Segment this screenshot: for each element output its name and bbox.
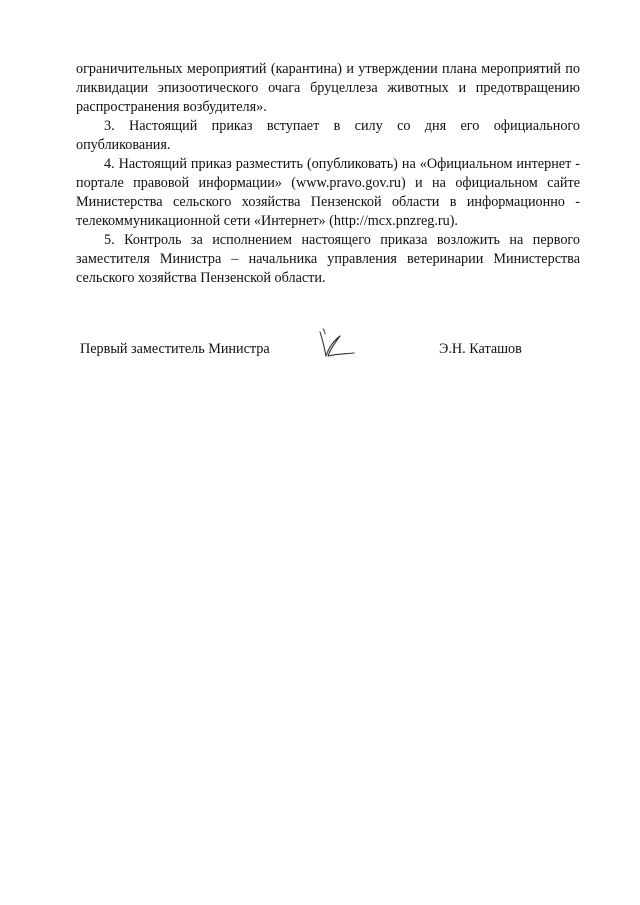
handwritten-signature-icon: [316, 326, 358, 362]
signatory-position: Первый заместитель Министра: [80, 341, 270, 357]
paragraph-item-5: 5. Контроль за исполнением настоящего приказа возложить на первого заместителя Министра – начальника управления ветеринарии Министерства сельского хозяйства Пензенской области.: [76, 232, 580, 286]
signatory-name: Э.Н. Каташов: [439, 341, 522, 357]
paragraph-item-4: 4. Настоящий приказ разместить (опубликовать) на «Официальном интернет - портале правовой информации» (www.pravo.gov.ru) и на официальном сайте Министерства сельского хозяйства Пензенской области в информационно - телекоммуникационной сети «Интернет» (http://mcx.pnzreg.ru).: [76, 156, 580, 229]
document-body: [76, 60, 580, 288]
paragraph-continuation: ограничительных мероприятий (карантина) и утверждении плана мероприятий по ликвидации эпизоотического очага бруцеллеза животных и предотвращению распространения возбудителя».: [76, 61, 580, 115]
paragraph-item-3: 3. Настоящий приказ вступает в силу со дня его официального опубликования.: [76, 118, 580, 153]
signature-block: [80, 326, 580, 366]
